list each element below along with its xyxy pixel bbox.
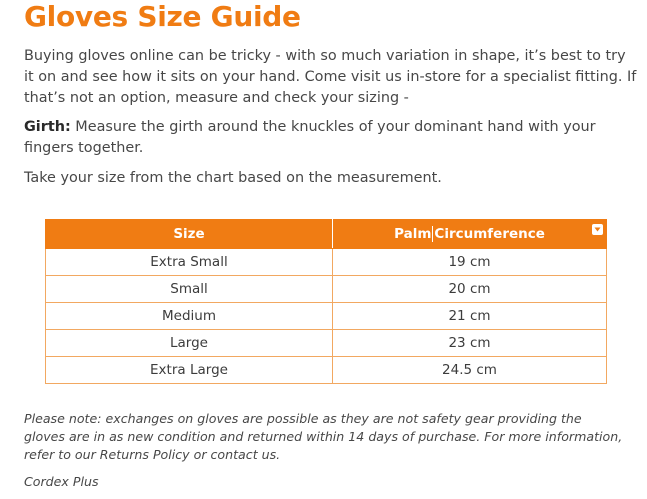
header-circumference-word: Circumference (434, 226, 545, 242)
cell-size: Large (46, 330, 333, 357)
exchange-note: Please note: exchanges on gloves are possible as they are not safety gear providing the gloves are in as new condition and returned within 14 days of purchase. For more information, refer to our Returns Policy or contact us. (24, 411, 623, 462)
cell-size: Small (46, 276, 333, 303)
intro-paragraph: Buying gloves online can be tricky - with so much variation in shape, it’s best to try it on and see how it sits on your hand. Come visit us in-store for a specialist fitting. If that’s not an option, measure and check your sizing - (24, 48, 637, 106)
header-palm-word: Palm (394, 226, 432, 242)
table-row (46, 276, 607, 303)
cell-size: Extra Large (46, 357, 333, 384)
size-chart-table (45, 219, 607, 384)
take-size-paragraph: Take your size from the chart based on the measurement. (24, 170, 442, 186)
header-palm-circumference[interactable] (333, 220, 607, 249)
cell-palm: 21 cm (333, 303, 607, 330)
cell-palm: 20 cm (333, 276, 607, 303)
header-size[interactable]: Size (46, 220, 333, 249)
cell-palm: 23 cm (333, 330, 607, 357)
page-title: Gloves Size Guide (24, 0, 301, 33)
table-row (46, 249, 607, 276)
cell-palm: 19 cm (333, 249, 607, 276)
girth-label: Girth: (24, 119, 71, 135)
brand-name: Cordex Plus (24, 474, 99, 489)
girth-text: Measure the girth around the knuckles of your dominant hand with your fingers together. (24, 119, 596, 156)
girth-paragraph (24, 117, 638, 159)
cell-size: Medium (46, 303, 333, 330)
table-row (46, 330, 607, 357)
table-row (46, 303, 607, 330)
table-row (46, 357, 607, 384)
cell-size: Extra Small (46, 249, 333, 276)
cell-palm: 24.5 cm (333, 357, 607, 384)
table-header-row (46, 220, 607, 249)
filter-dropdown-icon[interactable] (592, 224, 603, 235)
